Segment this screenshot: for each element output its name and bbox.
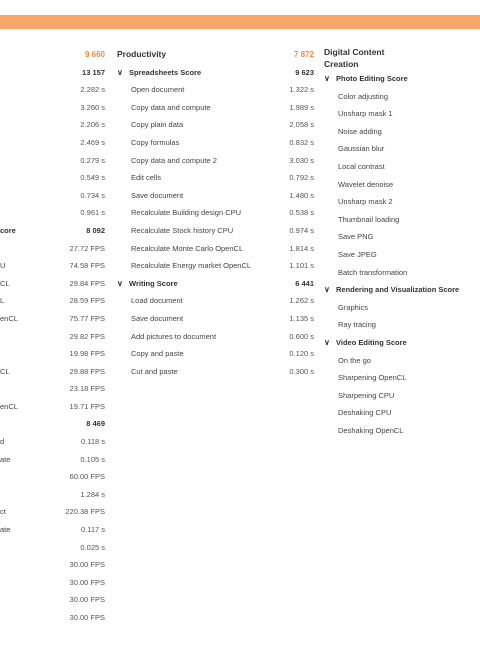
- left-label: [0, 556, 40, 574]
- left-value: 0.734 s: [80, 190, 105, 200]
- dcc-item: [324, 422, 480, 440]
- left-value: 29.88 FPS: [69, 366, 105, 376]
- productivity-row-value: 0.300 s: [289, 366, 314, 376]
- chevron-down-icon: ∨: [117, 278, 123, 288]
- dcc-item: [324, 140, 480, 158]
- left-value: 9 660: [84, 50, 105, 59]
- left-value: 30.00 FPS: [69, 560, 105, 570]
- dcc-row-label: Batch transformation: [338, 267, 408, 277]
- left-value: 2.469 s: [80, 137, 105, 147]
- dcc-item: [324, 105, 480, 123]
- productivity-row-value: 0.974 s: [289, 225, 314, 235]
- productivity-row-value: 1.101 s: [289, 261, 314, 271]
- dcc-row-label: Photo Editing Score: [336, 74, 408, 83]
- left-label: [0, 81, 40, 99]
- productivity-row-value: 6 441: [295, 278, 314, 288]
- left-value: 27.72 FPS: [69, 243, 105, 253]
- productivity-item: [117, 222, 277, 240]
- dcc-item: [324, 211, 480, 229]
- productivity-row-label: Copy plain data: [131, 120, 184, 130]
- productivity-item: [117, 169, 277, 187]
- left-value: 0.279 s: [80, 155, 105, 165]
- digital-content-column: [324, 46, 480, 439]
- productivity-row-value: 1.480 s: [289, 190, 314, 200]
- productivity-row-label: Copy and paste: [131, 349, 184, 359]
- left-label: enCL: [0, 401, 18, 411]
- productivity-row-value: 1.989 s: [289, 102, 314, 112]
- dcc-row-label: Sharpening OpenCL: [338, 373, 407, 383]
- left-label: [0, 99, 40, 117]
- productivity-item: [117, 116, 277, 134]
- productivity-row-value: 2.058 s: [289, 120, 314, 130]
- left-label: [0, 204, 40, 222]
- left-value: 29.84 FPS: [69, 278, 105, 288]
- productivity-item: [117, 99, 277, 117]
- productivity-row-value: 0.120 s: [289, 349, 314, 359]
- left-label: ct: [0, 507, 6, 517]
- dcc-group-header[interactable]: [324, 281, 480, 299]
- productivity-row-label: Recalculate Energy market OpenCL: [131, 261, 252, 271]
- productivity-row-value: 0.538 s: [289, 208, 314, 218]
- dcc-row-label: Save JPEG: [338, 249, 377, 259]
- left-label: [0, 609, 40, 627]
- productivity-item: [117, 345, 277, 363]
- productivity-labels-column: [117, 46, 277, 380]
- left-value: 30.00 FPS: [69, 595, 105, 605]
- dcc-item: [324, 246, 480, 264]
- left-value: 23.18 FPS: [69, 384, 105, 394]
- left-value: 8 092: [86, 225, 105, 235]
- productivity-title: Productivity: [117, 49, 167, 59]
- dcc-row-label: Gaussian blur: [338, 144, 385, 154]
- left-label: [0, 415, 40, 433]
- left-value: 30.00 FPS: [69, 577, 105, 587]
- left-label: [0, 380, 40, 398]
- productivity-row-label: Recalculate Building design CPU: [131, 208, 242, 218]
- left-label: d: [0, 437, 5, 447]
- productivity-row-value: 1.262 s: [289, 296, 314, 306]
- productivity-item: [117, 134, 277, 152]
- left-label: L: [0, 296, 5, 306]
- left-label: ate: [0, 525, 11, 535]
- left-labels-column: [0, 46, 40, 627]
- digital-content-title-line1: Digital Content: [324, 47, 385, 57]
- left-label: [0, 169, 40, 187]
- dcc-row-label: On the go: [338, 355, 371, 365]
- left-label: [0, 116, 40, 134]
- productivity-item: [117, 204, 277, 222]
- productivity-item: [117, 257, 277, 275]
- dcc-item: [324, 176, 480, 194]
- left-label: [0, 328, 40, 346]
- left-value: 75.77 FPS: [69, 313, 105, 323]
- dcc-item: [324, 228, 480, 246]
- productivity-row-value: 1.135 s: [289, 313, 314, 323]
- left-value: 19.71 FPS: [69, 401, 105, 411]
- dcc-row-label: Rendering and Visualization Score: [336, 285, 460, 295]
- productivity-row-label: Add pictures to document: [131, 331, 217, 341]
- left-label: [0, 468, 40, 486]
- dcc-row-label: Unsharp mask 2: [338, 197, 393, 207]
- productivity-item: [117, 81, 277, 99]
- left-label: [0, 574, 40, 592]
- left-value: 8 469: [86, 419, 105, 429]
- dcc-item: [324, 299, 480, 317]
- left-label: [0, 134, 40, 152]
- dcc-item: [324, 158, 480, 176]
- productivity-row-label: Open document: [131, 85, 185, 95]
- left-value: 30.00 FPS: [69, 613, 105, 622]
- productivity-item: [117, 187, 277, 205]
- dcc-row-label: Ray tracing: [338, 320, 376, 330]
- left-value: 19.98 FPS: [69, 349, 105, 359]
- productivity-row-label: Save document: [131, 313, 184, 323]
- dcc-row-label: Unsharp mask 1: [338, 109, 393, 119]
- chevron-down-icon: ∨: [324, 285, 330, 295]
- left-label: [0, 46, 40, 64]
- productivity-row-label: Copy data and compute: [131, 102, 211, 112]
- left-value: 60.00 FPS: [69, 472, 105, 482]
- left-value: 74.58 FPS: [69, 261, 105, 271]
- left-label: [0, 240, 40, 258]
- productivity-group-header[interactable]: [117, 275, 277, 293]
- header-accent-bar: [0, 15, 480, 29]
- productivity-row-value: 0.600 s: [289, 331, 314, 341]
- productivity-item: [117, 310, 277, 328]
- chevron-down-icon: ∨: [117, 67, 123, 77]
- left-label: [0, 486, 40, 504]
- dcc-item: [324, 88, 480, 106]
- dcc-item: [324, 193, 480, 211]
- dcc-row-label: Save PNG: [338, 232, 374, 242]
- dcc-item: [324, 369, 480, 387]
- left-label: [0, 539, 40, 557]
- productivity-item: [117, 363, 277, 381]
- productivity-row-value: 1.322 s: [289, 85, 314, 95]
- left-value: 2.206 s: [80, 120, 105, 130]
- left-label: enCL: [0, 313, 18, 323]
- left-label: CL: [0, 366, 10, 376]
- left-value: 1.284 s: [80, 489, 105, 499]
- left-value: 0.961 s: [80, 208, 105, 218]
- productivity-group-header[interactable]: [117, 64, 277, 82]
- dcc-row-label: Video Editing Score: [336, 337, 407, 347]
- digital-content-title-line2: Creation: [324, 59, 359, 69]
- left-value: 220.38 FPS: [65, 507, 105, 517]
- productivity-values-column: [270, 46, 314, 380]
- productivity-row-value: 9 623: [295, 67, 314, 77]
- productivity-row-label: Recalculate Stock history CPU: [131, 225, 234, 235]
- productivity-row-value: 3.030 s: [289, 155, 314, 165]
- productivity-row-label: Spreadsheets Score: [129, 67, 202, 77]
- dcc-item: [324, 352, 480, 370]
- productivity-row-label: Copy formulas: [131, 137, 180, 147]
- productivity-item: [117, 328, 277, 346]
- left-value: 3.260 s: [80, 102, 105, 112]
- left-value: 28.59 FPS: [69, 296, 105, 306]
- dcc-row-label: Noise adding: [338, 126, 382, 136]
- productivity-row-label: Recalculate Monte Carlo OpenCL: [131, 243, 244, 253]
- left-label: ate: [0, 454, 11, 464]
- dcc-row-label: Local contrast: [338, 161, 385, 171]
- productivity-row-label: Save document: [131, 190, 184, 200]
- left-label: core: [0, 225, 16, 235]
- left-value: 0.117 s: [80, 525, 105, 535]
- left-value: 0.118 s: [80, 437, 105, 447]
- dcc-item: [324, 123, 480, 141]
- dcc-row-label: Sharpening CPU: [338, 390, 395, 400]
- left-label: U: [0, 261, 6, 271]
- productivity-item: [117, 292, 277, 310]
- chevron-down-icon: ∨: [324, 337, 330, 347]
- dcc-row-label: Wavelet denoise: [338, 179, 394, 189]
- dcc-item: [324, 404, 480, 422]
- left-label: [0, 345, 40, 363]
- dcc-group-header[interactable]: [324, 70, 480, 88]
- productivity-row-label: Copy data and compute 2: [131, 155, 217, 165]
- dcc-row-label: Thumbnail loading: [338, 214, 400, 224]
- productivity-row-label: Load document: [131, 296, 183, 306]
- left-label: CL: [0, 278, 10, 288]
- left-value: 13 157: [82, 67, 105, 77]
- productivity-row-label: Cut and paste: [131, 366, 178, 376]
- productivity-item: [117, 240, 277, 258]
- dcc-row-label: Graphics: [338, 302, 369, 312]
- left-value: 2.282 s: [80, 85, 105, 95]
- productivity-row-value: 1.814 s: [289, 243, 314, 253]
- productivity-score: 7 872: [293, 50, 314, 59]
- dcc-item: [324, 264, 480, 282]
- left-value: 0.105 s: [80, 454, 105, 464]
- digital-content-title: [324, 46, 480, 70]
- left-label: [0, 64, 40, 82]
- productivity-row-label: Writing Score: [129, 278, 178, 288]
- productivity-row-value: 0.792 s: [289, 173, 314, 183]
- left-value: 0.549 s: [80, 173, 105, 183]
- left-label: [0, 187, 40, 205]
- productivity-row-value: 0.832 s: [289, 137, 314, 147]
- dcc-row-label: Deshaking CPU: [338, 408, 392, 418]
- chevron-down-icon: ∨: [324, 74, 330, 83]
- left-value: 29.82 FPS: [69, 331, 105, 341]
- dcc-item: [324, 316, 480, 334]
- left-label: [0, 591, 40, 609]
- productivity-item: [117, 152, 277, 170]
- dcc-item: [324, 387, 480, 405]
- dcc-row-label: Deshaking OpenCL: [338, 425, 404, 435]
- productivity-row-label: Edit cells: [131, 173, 162, 183]
- dcc-row-label: Color adjusting: [338, 91, 389, 101]
- dcc-group-header[interactable]: [324, 334, 480, 352]
- left-value: 0.025 s: [80, 542, 105, 552]
- left-values-column: [40, 46, 105, 627]
- left-label: [0, 152, 40, 170]
